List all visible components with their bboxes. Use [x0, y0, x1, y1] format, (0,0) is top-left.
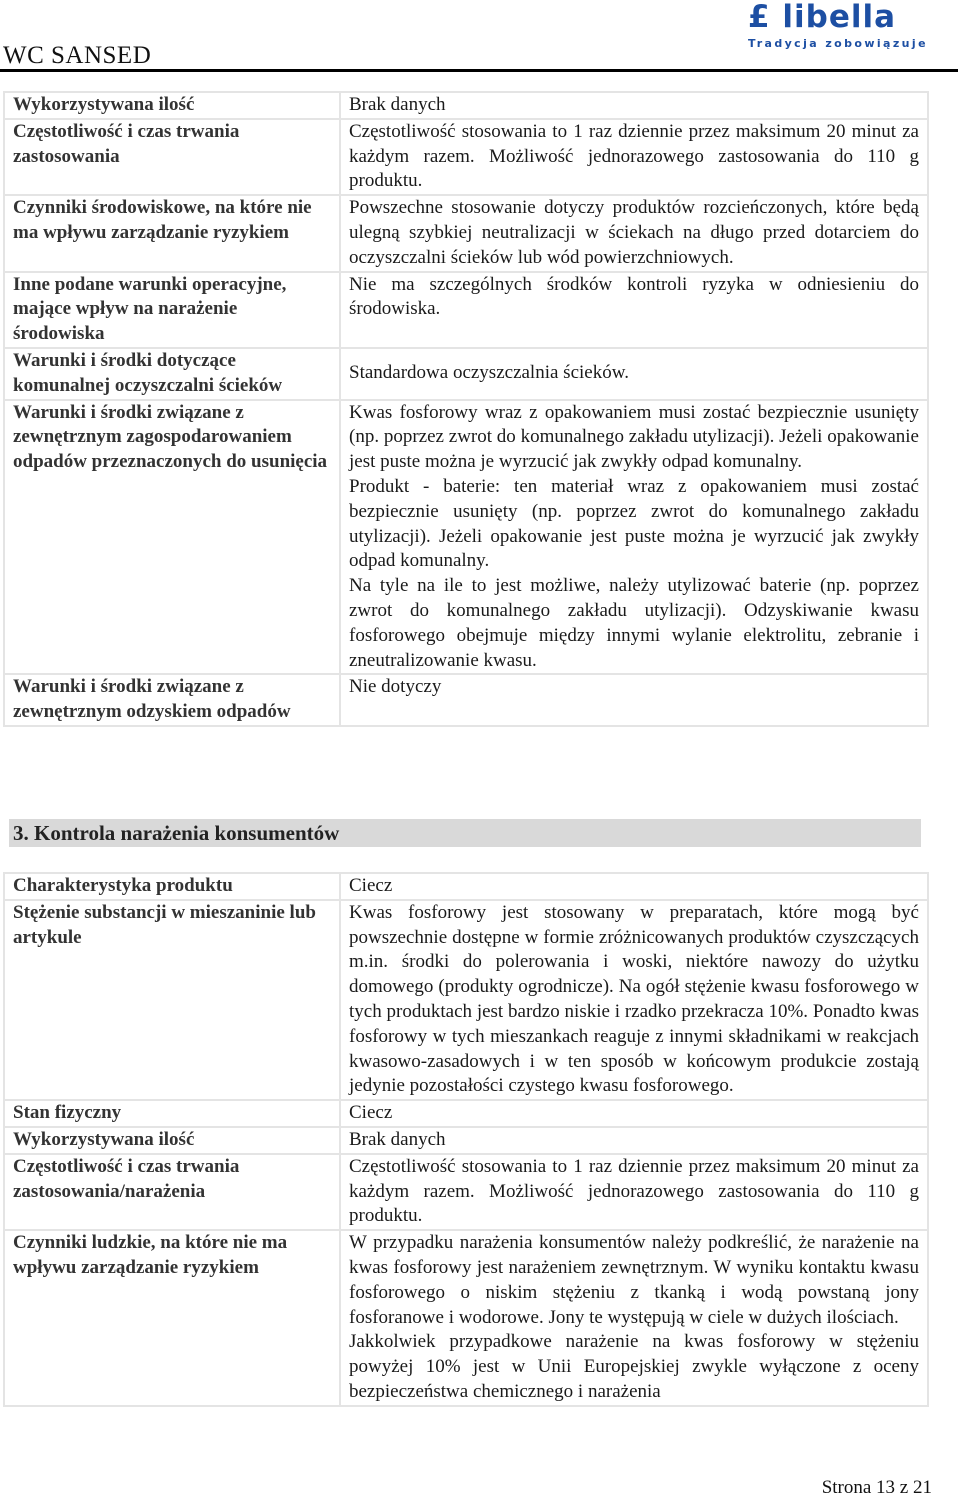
row-value: Kwas fosforowy wraz z opakowaniem musi zostać bezpiecznie usunięty (np. poprzez zwrot do komunalnego zakładu utylizacji). Jeżeli opakowanie jest puste można je wyrzucić jak zwykły odpad komunalny. Produkt - baterie: ten materiał wraz z opakowaniem musi zostać bezpiecznie usunięty (np. poprzez zwrot do komunalnego zakładu utylizacji). Jeżeli opakowanie jest puste można je wyrzucić jak zwykły odpad komunalny. Na tyle na ile to jest możliwe, należy utylizować baterie (np. poprzez zwrot do komunalnego zakładu utylizacji). Odzyskiwanie kwasu fosforowego obejmuje między innymi wylanie elektrolitu, zebranie i zneutralizowanie kwasu. — [340, 400, 928, 675]
row-label: Czynniki ludzkie, na które nie ma wpływu zarządzanie ryzykiem — [4, 1230, 340, 1406]
row-value: Nie ma szczególnych środków kontroli ryzyka w odniesieniu do środowiska. — [340, 272, 928, 348]
header-divider — [0, 69, 958, 72]
section-heading: 3. Kontrola narażenia konsumentów — [9, 819, 921, 847]
table-row — [4, 674, 928, 726]
row-label: Warunki i środki związane z zewnętrznym zagospodarowaniem odpadów przeznaczonych do usunięcia — [4, 400, 340, 675]
row-label: Częstotliwość i czas trwania zastosowania — [4, 119, 340, 195]
row-value: Kwas fosforowy jest stosowany w preparatach, które mogą być powszechnie dostępne w formie zróżnicowanych produktów czyszczących m.in. środki do polerowania i woski, niektóre nawozy do użytku domowego (produkty ogrodnicze). Na ogół stężenie kwasu fosforowego w tych produktach jest bardzo niskie i rzadko przekracza 10%. Ponadto kwas fosforowy w tych mieszankach reaguje z innymi składnikami w reakcjach kwasowo-zasadowych i w ten sposób w końcowym produkcie zostają jedynie pozostałości czystego kwasu fosforowego. — [340, 900, 928, 1100]
table-row — [4, 348, 928, 400]
table-row — [4, 119, 928, 195]
row-value: W przypadku narażenia konsumentów należy podkreślić, że narażenie na kwas fosforowy jest narażeniem zewnętrznym. W wyniku kontaktu kwasu fosforowego o niskim stężeniu z tkanką i wodą powstaną jony fosforanowe i wodorowe. Jony te występują w ciele w dużych ilościach. Jakkolwiek przypadkowe narażenie na kwas fosforowy w stężeniu powyżej 10% jest w Unii Europejskiej zwykle wyłączone z oceny bezpieczeństwa chemicznego i narażenia — [340, 1230, 928, 1406]
table-row — [4, 1230, 928, 1406]
document-title: WC SANSED — [3, 42, 152, 69]
row-value: Nie dotyczy — [340, 674, 928, 726]
row-value: Ciecz — [340, 873, 928, 900]
table-row — [4, 272, 928, 348]
row-label: Częstotliwość i czas trwania zastosowania/narażenia — [4, 1154, 340, 1230]
page-number: Strona 13 z 21 — [821, 1477, 932, 1498]
table-row — [4, 195, 928, 271]
row-label: Warunki i środki dotyczące komunalnej oczyszczalni ścieków — [4, 348, 340, 400]
row-value: Powszechne stosowanie dotyczy produktów rozcieńczonych, które będą ulegną szybkiej neutralizacji w ściekach na długo przed dotarciem do oczyszczalni ścieków lub wód powierzchniowych. — [340, 195, 928, 271]
row-value: Częstotliwość stosowania to 1 raz dziennie przez maksimum 20 minut za każdym razem. Możliwość jednorazowego zastosowania do 110 g produktu. — [340, 119, 928, 195]
row-value: Ciecz — [340, 1100, 928, 1127]
row-label: Charakterystyka produktu — [4, 873, 340, 900]
table-row — [4, 900, 928, 1100]
row-label: Czynniki środowiskowe, na które nie ma wpływu zarządzanie ryzykiem — [4, 195, 340, 271]
row-value: Standardowa oczyszczalnia ścieków. — [340, 348, 928, 400]
row-value: Brak danych — [340, 92, 928, 119]
libella-logo — [748, 0, 938, 52]
table-row — [4, 873, 928, 900]
row-label: Stan fizyczny — [4, 1100, 340, 1127]
row-label: Wykorzystywana ilość — [4, 92, 340, 119]
logo-tagline: Tradycja zobowiązuje — [748, 37, 928, 50]
table-row — [4, 400, 928, 675]
row-value: Częstotliwość stosowania to 1 raz dziennie przez maksimum 20 minut za każdym razem. Możliwość jednorazowego zastosowania do 110 g produktu. — [340, 1154, 928, 1230]
row-value: Brak danych — [340, 1127, 928, 1154]
logo-wordmark: £ libella — [748, 0, 897, 35]
row-label: Stężenie substancji w mieszaninie lub artykule — [4, 900, 340, 1100]
consumer-exposure-table — [3, 872, 929, 1407]
table-row — [4, 1154, 928, 1230]
table-row — [4, 1127, 928, 1154]
table-row — [4, 1100, 928, 1127]
page-header — [0, 0, 960, 75]
table-row — [4, 92, 928, 119]
row-label: Inne podane warunki operacyjne, mające wpływ na narażenie środowiska — [4, 272, 340, 348]
row-label: Warunki i środki związane z zewnętrznym odzyskiem odpadów — [4, 674, 340, 726]
environment-exposure-table — [3, 91, 929, 727]
row-label: Wykorzystywana ilość — [4, 1127, 340, 1154]
